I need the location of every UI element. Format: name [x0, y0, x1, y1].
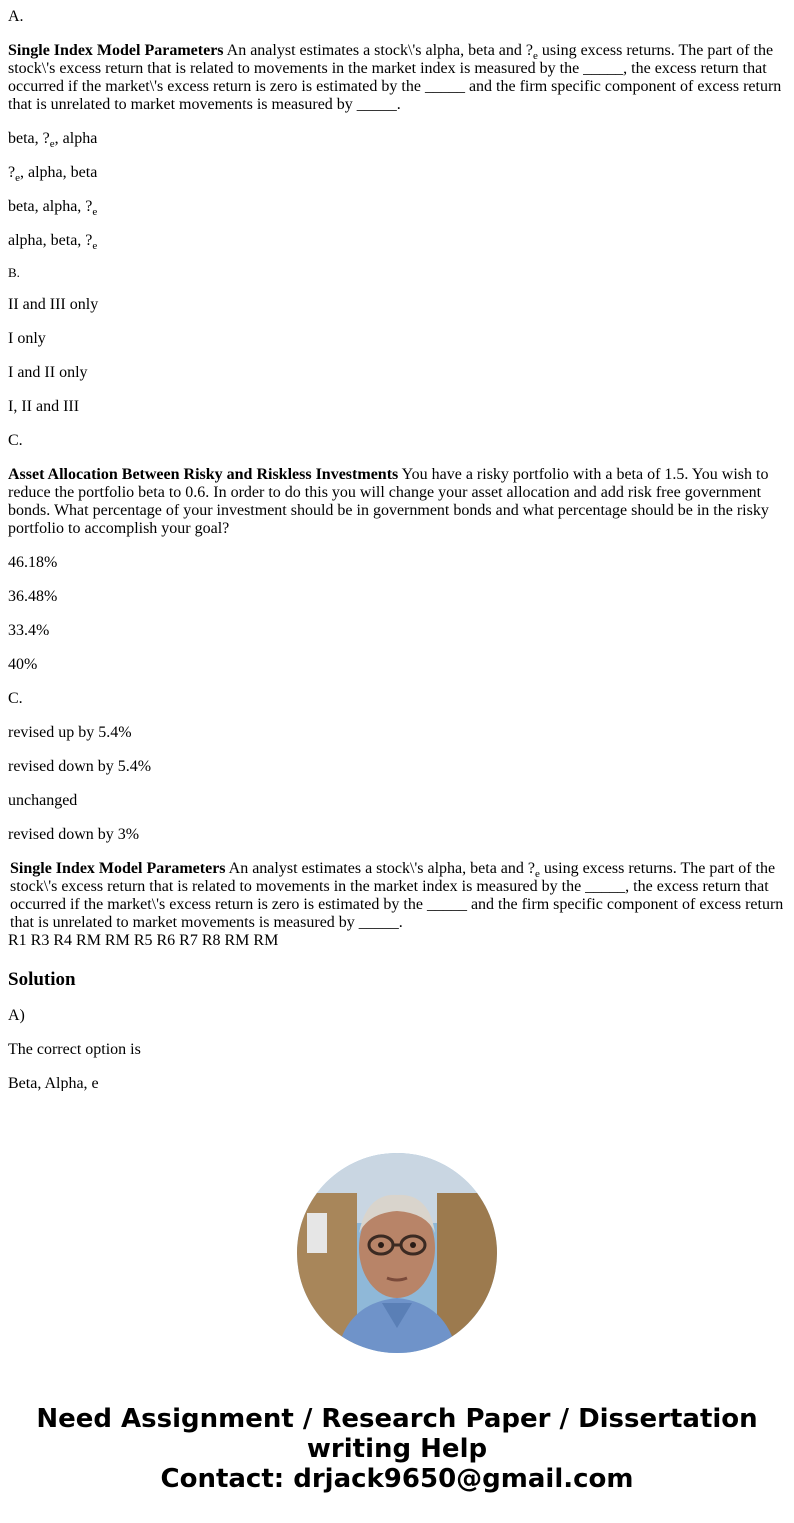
footer-line-1: Need Assignment / Research Paper / Dissertation [36, 1404, 758, 1434]
document-body [8, 0, 786, 1091]
option-text: beta, ? [8, 130, 50, 147]
option-text: beta, alpha, ? [8, 198, 93, 215]
subscript: e [92, 206, 98, 218]
option-d2: revised down by 5.4% [8, 758, 152, 775]
question-text-part2: using excess returns. The part of the stock\'s excess return that is related to movements in the market index is measured by the _____, the excess return that occurred if the market\'s excess return is zero is estimated by the _____ and the firm specific component of excess return that is unrelated to market movements is measured by _____. [8, 42, 782, 113]
option-d4: revised down by 3% [8, 826, 140, 843]
repeated-question-text [10, 860, 786, 932]
question-label-c: C. [8, 432, 23, 449]
option-c2: 36.48% [8, 588, 58, 605]
option-a3 [8, 198, 786, 216]
solution-part-label: A) [8, 1007, 25, 1024]
option-text: ? [8, 164, 16, 181]
subscript: e [15, 172, 20, 184]
question-text-part2: using excess returns. The part of the stock\'s excess return that is related to movements in the market index is measured by the _____, the excess return that occurred if the market\'s excess return is zero is estimated by the _____ and the firm specific component of excess return that is unrelated to market movements is measured by _____. [10, 860, 784, 931]
question-text-part1: An analyst estimates a stock\'s alpha, beta and ? [225, 860, 535, 877]
question-title: Asset Allocation Between Risky and Riskless Investments [8, 466, 399, 483]
option-text: , alpha, beta [20, 164, 98, 181]
option-c4: 40% [8, 656, 38, 673]
option-d3: unchanged [8, 792, 78, 809]
question-title: Single Index Model Parameters [8, 42, 224, 59]
option-c3: 33.4% [8, 622, 50, 639]
subscript: e [49, 138, 55, 150]
subscript: e [92, 240, 98, 252]
option-c1: 46.18% [8, 554, 58, 571]
option-b1: II and III only [8, 296, 99, 313]
subscript: e [533, 50, 538, 62]
question-label-c2: C. [8, 690, 23, 707]
question-single-index [8, 42, 786, 114]
author-avatar [297, 1153, 497, 1353]
option-text: alpha, beta, ? [8, 232, 93, 249]
repeated-question [8, 860, 786, 932]
solution-line-2: Beta, Alpha, e [8, 1075, 99, 1091]
question-text-part1: An analyst estimates a stock\'s alpha, beta and ? [223, 42, 533, 59]
option-a2 [8, 164, 786, 182]
footer-line-2: writing Help [306, 1434, 488, 1464]
option-b4: I, II and III [8, 398, 80, 415]
solution-line-1: The correct option is [8, 1041, 141, 1058]
subscript: e [535, 868, 540, 880]
option-a1 [8, 130, 786, 148]
question-asset-allocation [8, 466, 786, 538]
question-label-b: B. [8, 265, 20, 280]
option-b3: I and II only [8, 364, 88, 381]
solution-heading: Solution [8, 969, 76, 990]
contact-footer [0, 1404, 794, 1494]
footer-contact: Contact: drjack9650@gmail.com [160, 1464, 634, 1494]
avatar-portrait-icon [297, 1153, 497, 1353]
returns-table-row: R1 R3 R4 RM RM R5 R6 R7 R8 RM RM [8, 932, 279, 949]
question-title: Single Index Model Parameters [10, 860, 226, 877]
option-d1: revised up by 5.4% [8, 724, 132, 741]
option-text: , alpha [54, 130, 98, 147]
question-label-a: A. [8, 8, 24, 25]
option-a4 [8, 232, 786, 250]
option-b2: I only [8, 330, 46, 347]
question-text: You have a risky portfolio with a beta of 1.5. You wish to reduce the portfolio beta to 0.6. In order to do this you will change your asset allocation and add risk free government bonds. What percentage of your investment should be in government bonds and what percentage should be in the risky portfolio to accomplish your goal? [8, 466, 769, 537]
